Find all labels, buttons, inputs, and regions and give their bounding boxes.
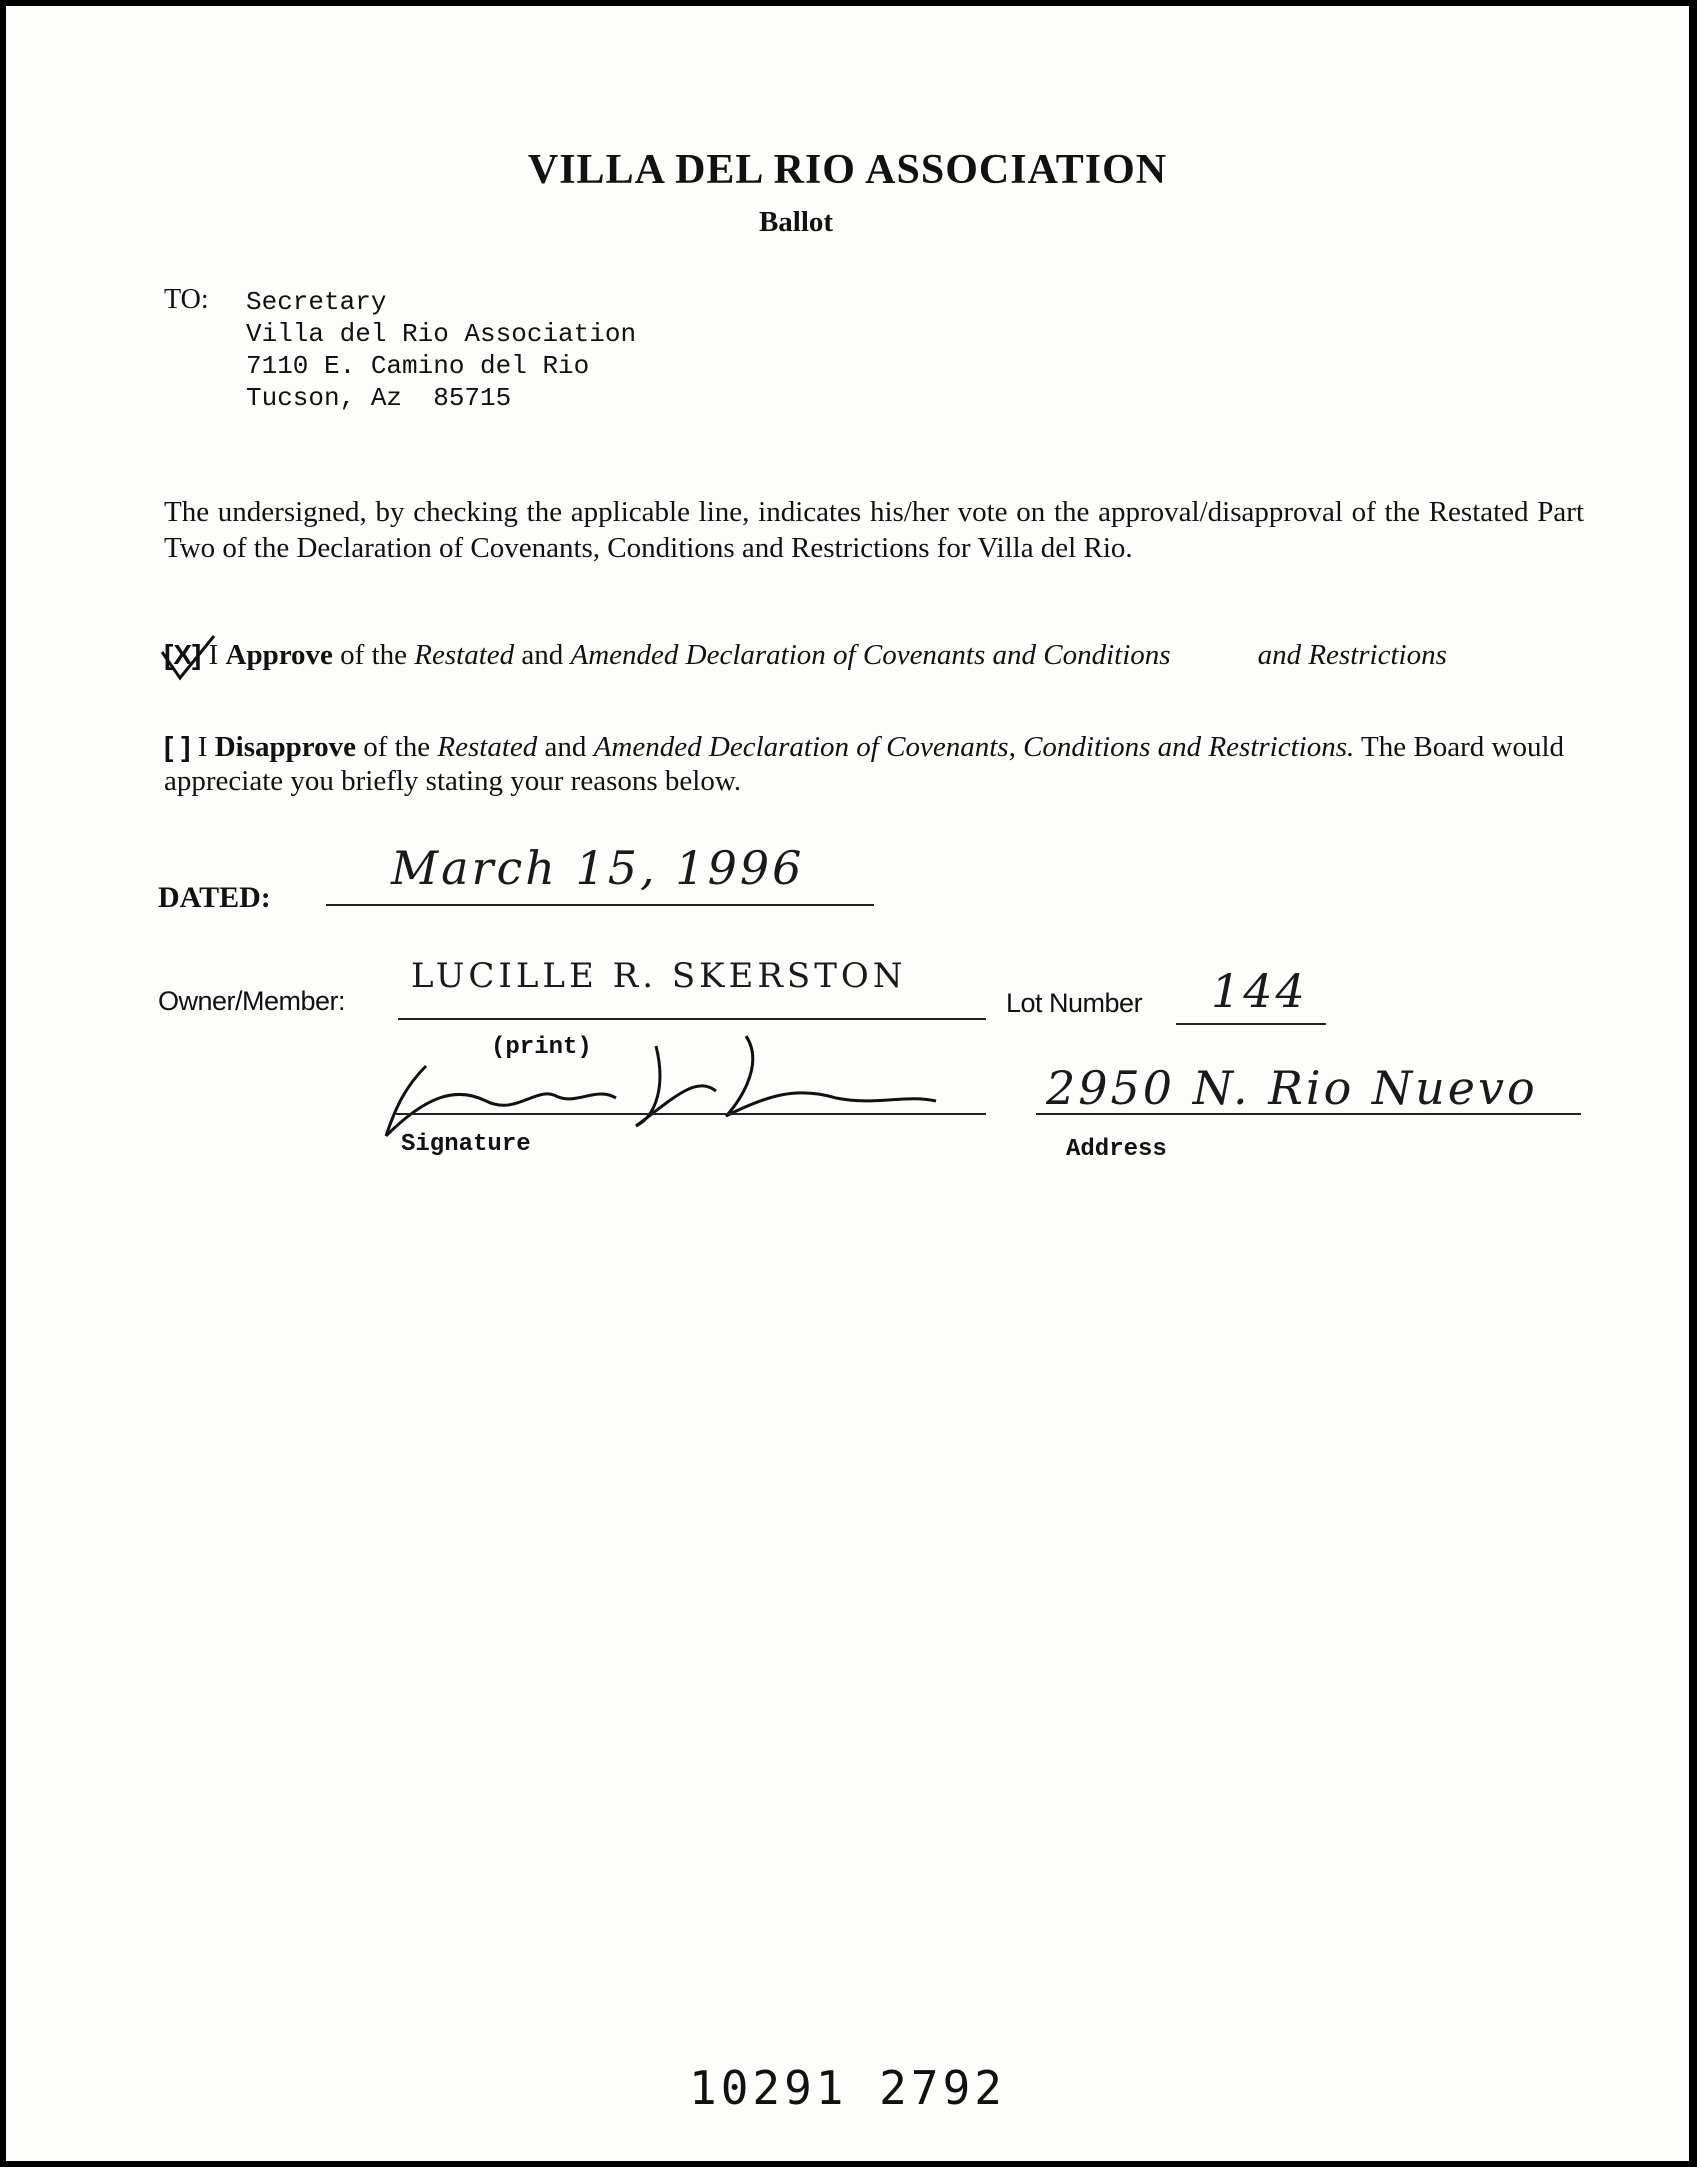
dated-label: DATED: [158, 881, 271, 914]
owner-label: Owner/Member: [158, 986, 346, 1016]
approve-of-the: of the [340, 639, 408, 671]
disapprove-of-the: of the [363, 731, 431, 763]
lot-number-line [1176, 1023, 1326, 1025]
approve-and-2: and [1257, 639, 1302, 671]
ballot-page [6, 6, 1689, 2161]
lot-number-label: Lot Number [1006, 988, 1143, 1018]
document-number: 10291 2792 [689, 2061, 1006, 2115]
check-mark-icon [158, 634, 218, 684]
document-title: VILLA DEL RIO ASSOCIATION [527, 147, 1168, 193]
approve-keyword: Approve [225, 639, 333, 671]
dated-line [326, 904, 874, 906]
signature-line [396, 1113, 986, 1115]
disapprove-keyword: Disapprove [214, 731, 356, 763]
approve-option[interactable] [164, 638, 1564, 672]
approve-lead: I [208, 639, 219, 671]
signature-label: Signature [401, 1131, 531, 1158]
address-line [1036, 1113, 1581, 1115]
document-subtitle: Ballot [758, 206, 834, 238]
recipient-address [246, 286, 636, 414]
disapprove-restated: Restated [437, 731, 538, 763]
recipient-line: 7110 E. Camino del Rio [246, 351, 590, 381]
lot-number-value[interactable]: 144 [1211, 964, 1308, 1018]
disapprove-note: The Board would appreciate you briefly stating your reasons below. [164, 731, 1565, 797]
approve-checkbox[interactable]: [X] [164, 639, 202, 670]
recipient-line: Tucson, Az 85715 [246, 383, 512, 413]
approve-restrictions: Restrictions [1308, 639, 1447, 671]
recipient-line: Villa del Rio Association [246, 319, 637, 349]
disapprove-amended-declaration: Amended Declaration of Covenants, Conditions and Restrictions. [593, 731, 1355, 763]
disapprove-checkbox[interactable]: [ ] [164, 731, 191, 762]
approve-restated: Restated [414, 639, 515, 671]
approve-and: and [521, 639, 564, 671]
print-label: (print) [491, 1034, 592, 1061]
owner-line [398, 1018, 986, 1020]
address-value[interactable]: 2950 N. Rio Nuevo [1046, 1061, 1538, 1115]
approve-amended-declaration: Amended Declaration of Covenants and Conditions [570, 639, 1171, 671]
owner-value[interactable]: LUCILLE R. SKERSTON [411, 956, 907, 996]
recipient-line: Secretary [246, 287, 387, 317]
to-label: TO: [164, 284, 209, 315]
disapprove-lead: I [197, 731, 208, 763]
address-label: Address [1066, 1136, 1167, 1163]
intro-paragraph: The undersigned, by checking the applicable line, indicates his/her vote on the approval/disapproval of the Restated Part Two of the Declaration of Covenants, Conditions and Restrictions for Villa del Rio. [164, 496, 1584, 564]
disapprove-option[interactable] [164, 730, 1564, 798]
disapprove-and: and [544, 731, 587, 763]
dated-value[interactable]: March 15, 1996 [391, 841, 805, 895]
